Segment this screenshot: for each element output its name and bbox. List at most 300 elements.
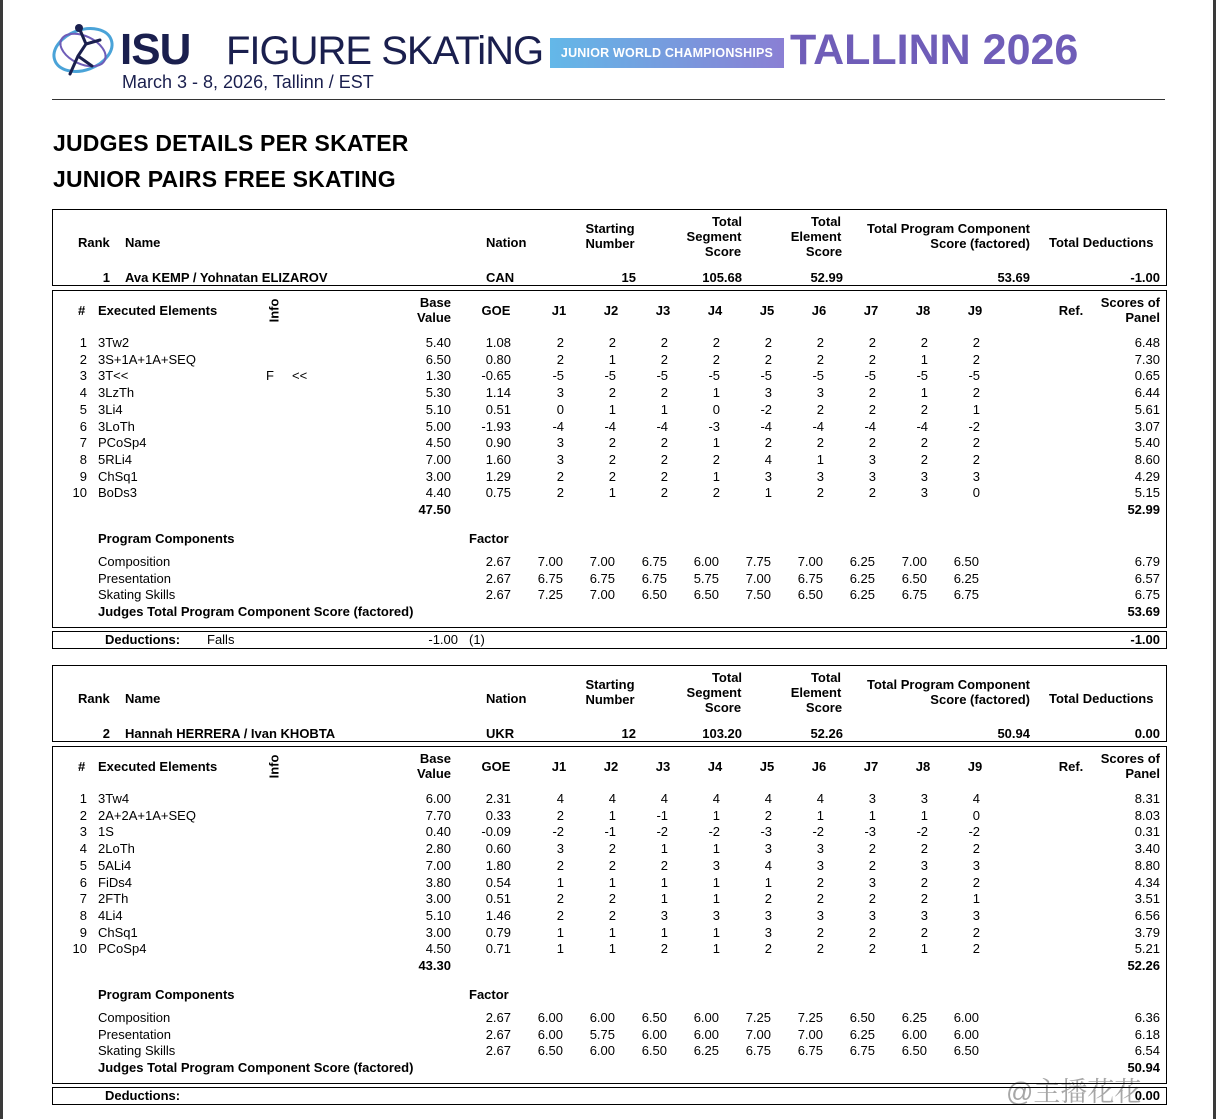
element-score-total: 52.26 [1127,958,1160,973]
component-judge-score: 6.00 [953,1026,979,1042]
element-panel-score: 6.56 [1134,907,1160,923]
element-judge-score: 2 [764,351,772,367]
judges-total-pcs-label: Judges Total Program Component Score (factored) [98,604,414,620]
component-judge-score: 6.25 [849,1026,875,1042]
nation-header: Nation [486,691,527,706]
element-row-number: 3 [79,824,87,840]
element-judge-score: 2 [868,401,876,417]
element-info-mark: << [292,368,308,384]
element-judge-score: 3 [764,468,772,484]
element-judge-score: 1 [660,841,668,857]
element-judge-score: -5 [916,368,928,384]
element-base-value: 3.00 [425,468,451,484]
element-panel-score: 4.29 [1134,468,1160,484]
pcs-value: 50.94 [997,726,1030,741]
rank-value: 1 [102,270,110,285]
component-score: 6.36 [1134,1010,1160,1025]
ref-header: Ref. [1058,303,1084,318]
component-judge-score: 6.75 [953,587,979,603]
element-judge-score: 3 [556,385,564,401]
element-base-value: 5.30 [425,385,451,401]
element-judge-score: 2 [608,385,616,401]
component-name: Skating Skills [98,1043,176,1059]
element-row-number: 10 [72,941,87,957]
element-judge-score: 3 [816,385,824,401]
judge-header-5: J5 [759,303,775,318]
element-judge-score: 1 [764,874,772,890]
element-base-value: 0.40 [425,824,451,840]
name-header: Name [125,235,161,250]
component-judge-score: 6.50 [693,587,719,603]
judge-header-5: J5 [759,759,775,774]
component-factor: 2.67 [485,1043,511,1059]
info-header: Info [266,298,282,323]
element-judge-score: 1 [712,941,720,957]
element-goe: 1.80 [485,857,511,873]
element-panel-score: 3.79 [1134,924,1160,940]
component-judge-score: 6.50 [537,1043,563,1059]
component-judge-score: 5.75 [693,570,719,586]
element-row-number: 6 [79,418,87,434]
element-judge-score: 1 [920,351,928,367]
element-judge-score: 2 [920,891,928,907]
element-panel-score: 0.65 [1134,368,1160,384]
element-judge-score: 4 [764,791,772,806]
nation-header: Nation [486,235,527,250]
element-judge-score: 2 [608,335,616,350]
base-value-total: 47.50 [418,502,451,517]
element-judge-score: 2 [556,807,564,823]
element-judge-score: 2 [920,335,928,350]
element-judge-score: 1 [608,485,616,501]
component-factor: 2.67 [485,1010,511,1025]
element-score-total: 52.99 [1127,502,1160,517]
element-judge-score: 1 [608,874,616,890]
component-judge-score: 6.75 [797,570,823,586]
element-judge-score: 2 [660,941,668,957]
element-judge-score: 2 [972,385,980,401]
element-judge-score: 2 [608,435,616,451]
element-judge-score: 2 [816,401,824,417]
component-judge-score: 6.75 [745,1043,771,1059]
element-panel-score: 3.51 [1134,891,1160,907]
element-judge-score: 2 [868,924,876,940]
rank-header: Rank [78,235,110,250]
watermark: @主播花花 [1006,1077,1142,1107]
component-judge-score: 6.00 [589,1043,615,1059]
element-judge-score: -2 [968,418,980,434]
element-judge-score: -3 [864,824,876,840]
skater-logo-icon [50,22,116,82]
element-judge-score: 3 [920,857,928,873]
element-judge-score: 1 [556,941,564,957]
element-judge-score: 4 [764,451,772,467]
scores-of-panel-header-1: Scores of [1100,295,1160,310]
judges-total-pcs-label: Judges Total Program Component Score (factored) [98,1060,414,1076]
nation-value: UKR [486,726,515,741]
judge-header-1: J1 [551,759,567,774]
page-subtitle: JUNIOR PAIRS FREE SKATING [53,166,396,192]
element-judge-score: 2 [868,857,876,873]
ref-header: Ref. [1058,759,1084,774]
scores-of-panel-header-2: Panel [1125,766,1160,781]
component-judge-score: 7.00 [589,554,615,569]
element-base-value: 1.30 [425,368,451,384]
element-judge-score: 3 [764,841,772,857]
component-name: Presentation [98,1026,171,1042]
element-panel-score: 3.40 [1134,841,1160,857]
element-judge-score: 2 [972,941,980,957]
element-judge-score: 4 [556,791,564,806]
element-judge-score: 1 [556,874,564,890]
deduction-count: (1) [469,632,485,647]
element-judge-score: 0 [972,485,980,501]
element-judge-score: -2 [656,824,668,840]
component-judge-score: 7.25 [797,1010,823,1025]
starting-header: Starting [585,221,635,236]
component-score: 6.79 [1134,554,1160,569]
element-code: BoDs3 [98,485,138,501]
element-row-number: 10 [72,485,87,501]
component-judge-score: 6.25 [953,570,979,586]
judge-header-9: J9 [967,303,983,318]
tss-header-3: Score [704,700,742,715]
component-judge-score: 6.00 [537,1010,563,1025]
element-row-number: 1 [79,791,87,806]
element-code: 1S [98,824,114,840]
element-judge-score: 1 [660,924,668,940]
element-judge-score: -3 [760,824,772,840]
deduction-item: Falls [207,632,235,647]
element-judge-score: 2 [764,435,772,451]
element-base-value: 5.00 [425,418,451,434]
element-base-value: 4.40 [425,485,451,501]
element-judge-score: 3 [556,451,564,467]
element-judge-score: -3 [708,418,720,434]
tes-header-1: Total [810,670,842,685]
element-panel-score: 5.15 [1134,485,1160,501]
element-judge-score: 2 [920,401,928,417]
element-code: 3Li4 [98,401,123,417]
judge-header-8: J8 [915,303,931,318]
element-panel-score: 3.07 [1134,418,1160,434]
program-components-header: Program Components [98,531,235,546]
element-judge-score: 1 [712,874,720,890]
element-judge-score: -2 [552,824,564,840]
element-judge-score: 1 [920,385,928,401]
element-judge-score: -2 [968,824,980,840]
judge-header-6: J6 [811,759,827,774]
component-judge-score: 6.75 [589,570,615,586]
element-panel-score: 5.61 [1134,401,1160,417]
judge-header-2: J2 [603,759,619,774]
element-judge-score: 2 [868,335,876,350]
goe-header: GOE [481,759,511,774]
deductions-label: Deductions: [105,632,181,647]
element-code: PCoSp4 [98,435,147,451]
element-judge-score: 2 [608,857,616,873]
tes-header-2: Element [790,229,842,244]
element-judge-score: 4 [712,791,720,806]
element-goe: 2.31 [485,791,511,806]
element-base-value: 5.10 [425,401,451,417]
element-judge-score: 2 [556,857,564,873]
component-judge-score: 6.00 [953,1010,979,1025]
element-judge-score: -4 [864,418,876,434]
element-judge-score: 2 [868,385,876,401]
element-judge-score: 0 [972,807,980,823]
component-judge-score: 6.50 [641,1043,667,1059]
element-judge-score: 2 [764,807,772,823]
tss-header-3: Score [704,244,742,259]
deduction-item-value: -1.00 [428,632,458,647]
component-judge-score: 6.75 [641,570,667,586]
element-goe: -0.65 [481,368,511,384]
element-judge-score: 3 [920,791,928,806]
element-judge-score: 1 [712,891,720,907]
component-judge-score: 6.75 [849,1043,875,1059]
deduction-total: 0.00 [1134,1088,1160,1103]
element-goe: 0.54 [485,874,511,890]
element-base-value: 7.00 [425,451,451,467]
component-judge-score: 6.75 [641,554,667,569]
element-judge-score: 2 [868,941,876,957]
element-judge-score: 1 [712,468,720,484]
element-base-value: 6.00 [425,791,451,806]
base-value-header-2: Value [417,766,451,781]
program-components-header: Program Components [98,987,235,1002]
element-judge-score: -5 [604,368,616,384]
championship-badge: JUNIOR WORLD CHAMPIONSHIPS [550,38,784,68]
element-judge-score: 3 [972,907,980,923]
element-code: 3T<< [98,368,129,384]
judge-header-7: J7 [863,759,879,774]
element-goe: 1.08 [485,335,511,350]
component-factor: 2.67 [485,570,511,586]
deduction-total: -1.00 [1130,632,1160,647]
element-row-number: 8 [79,451,87,467]
element-judge-score: 0 [712,401,720,417]
element-number-header: # [78,759,86,774]
element-judge-score: 2 [764,941,772,957]
component-judge-score: 7.00 [797,1026,823,1042]
element-row-number: 7 [79,891,87,907]
element-judge-score: 2 [556,351,564,367]
element-judge-score: 2 [764,891,772,907]
element-judge-score: 3 [764,385,772,401]
element-goe: 1.60 [485,451,511,467]
element-judge-score: 1 [608,807,616,823]
skater-name: Hannah HERRERA / Ivan KHOBTA [125,726,336,741]
judges-total-pcs-value: 50.94 [1127,1060,1160,1076]
component-judge-score: 5.75 [589,1026,615,1042]
element-judge-score: 3 [556,841,564,857]
element-row-number: 5 [79,857,87,873]
total-deductions-value: -1.00 [1130,270,1160,285]
element-code: 2LoTh [98,841,135,857]
element-judge-score: 2 [660,435,668,451]
element-judge-score: -4 [604,418,616,434]
component-judge-score: 6.50 [797,587,823,603]
element-judge-score: 2 [972,451,980,467]
component-factor: 2.67 [485,587,511,603]
element-judge-score: 2 [816,891,824,907]
element-judge-score: -1 [656,807,668,823]
name-header: Name [125,691,161,706]
element-judge-score: 2 [816,924,824,940]
element-judge-score: 2 [712,351,720,367]
deductions-box [52,1087,1167,1105]
element-judge-score: 2 [712,485,720,501]
goe-header: GOE [481,303,511,318]
pcs-value: 53.69 [997,270,1030,285]
element-code: 2FTh [98,891,129,907]
component-judge-score: 7.00 [537,554,563,569]
element-judge-score: 2 [608,451,616,467]
component-judge-score: 6.75 [537,570,563,586]
element-judge-score: 1 [868,807,876,823]
tss-header-2: Segment [686,229,742,244]
element-judge-score: -5 [812,368,824,384]
element-code: 5ALi4 [98,857,132,873]
executed-elements-header: Executed Elements [98,303,218,318]
element-row-number: 4 [79,385,87,401]
element-goe: -1.93 [481,418,511,434]
element-goe: 0.80 [485,351,511,367]
judge-header-3: J3 [655,303,671,318]
element-judge-score: 3 [764,924,772,940]
component-judge-score: 6.25 [693,1043,719,1059]
element-judge-score: 2 [868,485,876,501]
element-judge-score: 2 [660,351,668,367]
base-value-header-2: Value [417,310,451,325]
component-factor: 2.67 [485,554,511,569]
element-judge-score: 2 [920,451,928,467]
element-panel-score: 5.40 [1134,435,1160,451]
element-judge-score: 2 [972,335,980,350]
judge-header-9: J9 [967,759,983,774]
element-goe: 0.60 [485,841,511,857]
element-code: 4Li4 [98,907,123,923]
component-judge-score: 6.25 [849,570,875,586]
element-base-value: 3.80 [425,874,451,890]
element-judge-score: 1 [660,891,668,907]
element-goe: 0.33 [485,807,511,823]
element-judge-score: -5 [708,368,720,384]
component-name: Presentation [98,570,171,586]
element-judge-score: -5 [864,368,876,384]
tss-header-1: Total [711,214,743,229]
tss-value: 105.68 [702,270,742,285]
element-judge-score: 2 [712,451,720,467]
element-code: 3Tw2 [98,335,130,350]
element-judge-score: 1 [660,874,668,890]
base-value-header-1: Base [419,295,451,310]
element-code: FiDs4 [98,874,132,890]
tes-header-2: Element [790,685,842,700]
component-judge-score: 6.50 [953,554,979,569]
element-judge-score: 3 [868,791,876,806]
element-judge-score: 3 [660,907,668,923]
judge-header-2: J2 [603,303,619,318]
component-judge-score: 7.25 [745,1010,771,1025]
element-base-value: 6.50 [425,351,451,367]
element-judge-score: -5 [552,368,564,384]
element-code: PCoSp4 [98,941,147,957]
element-judge-score: 2 [972,841,980,857]
element-judge-score: 1 [608,351,616,367]
tes-header-3: Score [805,244,843,259]
element-row-number: 6 [79,874,87,890]
header-rule [52,99,1165,100]
element-base-value: 5.40 [425,335,451,350]
component-judge-score: 6.75 [901,587,927,603]
element-goe: 1.46 [485,907,511,923]
component-judge-score: 7.00 [797,554,823,569]
element-judge-score: 2 [660,451,668,467]
element-judge-score: 0 [556,401,564,417]
element-code: 3LoTh [98,418,135,434]
element-goe: 0.75 [485,485,511,501]
starting-number-value: 12 [621,726,636,741]
element-base-value: 4.50 [425,435,451,451]
element-judge-score: 2 [608,468,616,484]
deductions-label: Deductions: [105,1088,181,1103]
figure-skating-logo-text: FIGURE SKATiNG [226,29,544,73]
element-judge-score: 2 [556,468,564,484]
deductions-header: Total Deductions [1049,691,1154,706]
element-code: 3S+1A+1A+SEQ [98,351,196,367]
number-header: Number [585,236,635,251]
element-judge-score: 2 [920,874,928,890]
element-judge-score: 2 [920,924,928,940]
element-row-number: 3 [79,368,87,384]
element-judge-score: 1 [712,807,720,823]
number-header: Number [585,692,635,707]
tss-header-1: Total [711,670,743,685]
page-title: JUDGES DETAILS PER SKATER [53,130,409,156]
component-judge-score: 6.50 [849,1010,875,1025]
judge-header-8: J8 [915,759,931,774]
component-judge-score: 6.50 [953,1043,979,1059]
element-judge-score: 2 [868,841,876,857]
element-number-header: # [78,303,86,318]
element-base-value: 7.00 [425,857,451,873]
element-judge-score: 4 [608,791,616,806]
element-judge-score: -4 [812,418,824,434]
element-judge-score: 1 [660,401,668,417]
element-goe: 1.14 [485,385,511,401]
element-judge-score: 2 [972,874,980,890]
component-judge-score: 6.50 [641,587,667,603]
element-judge-score: 2 [608,891,616,907]
component-judge-score: 7.00 [745,1026,771,1042]
element-judge-score: 1 [608,924,616,940]
element-goe: 0.51 [485,401,511,417]
element-judge-score: -4 [656,418,668,434]
event-header [50,18,1165,100]
element-judge-score: 3 [868,468,876,484]
scores-of-panel-header-2: Panel [1125,310,1160,325]
judges-total-pcs-value: 53.69 [1127,604,1160,620]
element-code: 5RLi4 [98,451,132,467]
element-base-value: 2.80 [425,841,451,857]
tss-header-2: Segment [686,685,742,700]
element-panel-score: 8.80 [1134,857,1160,873]
element-code: 3Tw4 [98,791,130,806]
component-score: 6.57 [1134,570,1160,586]
element-judge-score: 1 [764,485,772,501]
